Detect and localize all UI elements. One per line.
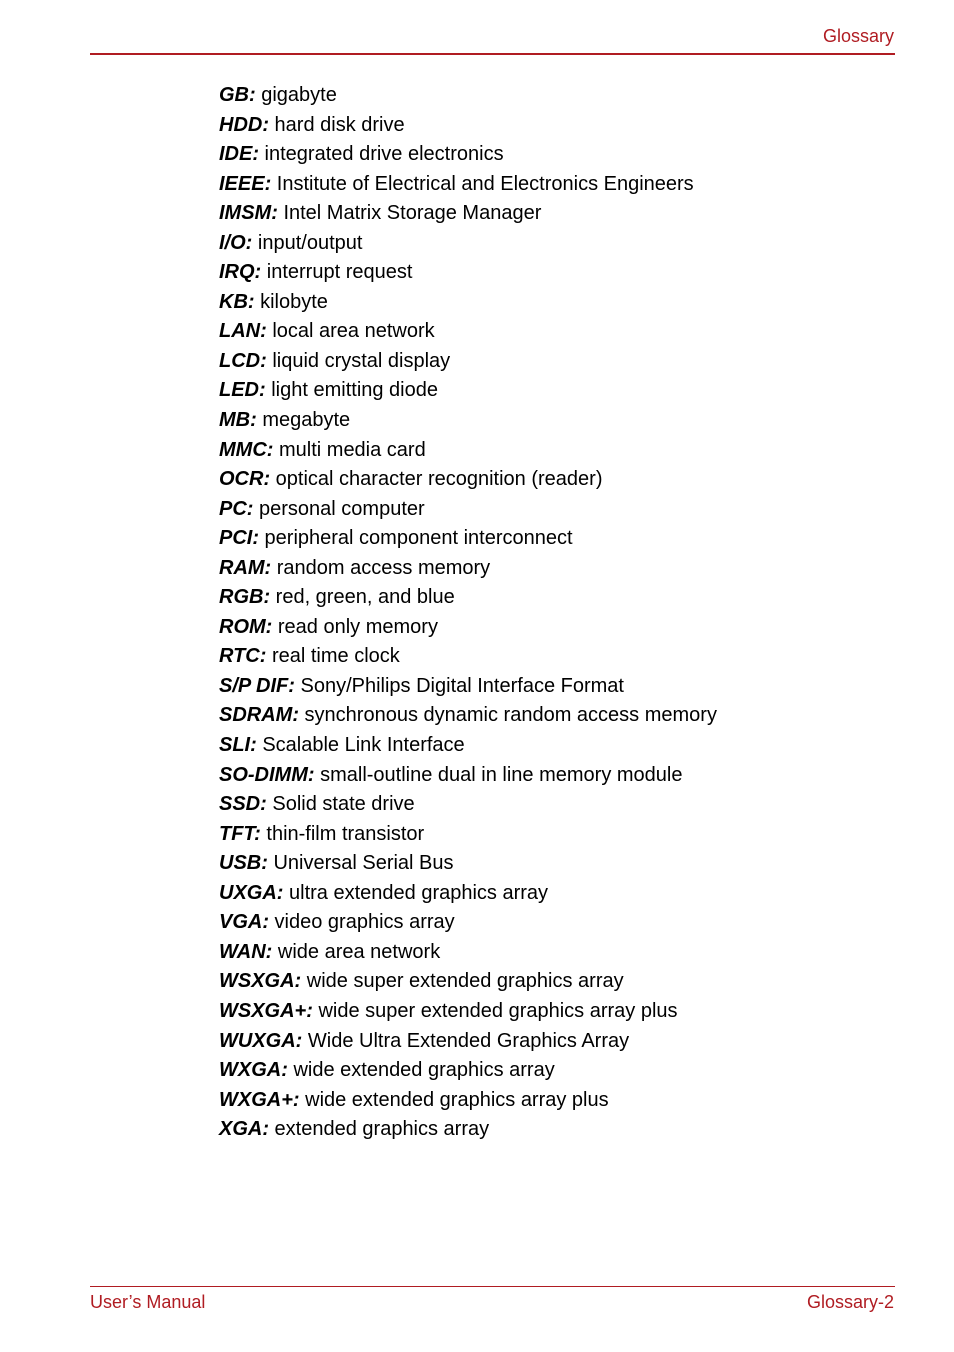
glossary-term: HDD: <box>219 113 269 136</box>
glossary-definition: video graphics array <box>269 911 455 934</box>
glossary-term: WXGA+: <box>219 1088 300 1111</box>
glossary-term: PCI: <box>219 527 259 550</box>
glossary-entry <box>219 997 717 1027</box>
glossary-entry <box>219 583 717 613</box>
glossary-definition: light emitting diode <box>265 379 438 402</box>
glossary-term: UXGA: <box>219 881 284 904</box>
glossary-term: SSD: <box>219 793 267 816</box>
glossary-term: RTC: <box>219 645 267 668</box>
glossary-entry <box>219 938 717 968</box>
glossary-term: S/P DIF: <box>219 674 295 697</box>
glossary-term: TFT: <box>219 822 261 845</box>
glossary-entry <box>219 701 717 731</box>
glossary-entry <box>219 376 717 406</box>
glossary-term: RAM: <box>219 556 272 579</box>
glossary-term: IEEE: <box>219 172 272 195</box>
glossary-definition: thin-film transistor <box>260 822 425 845</box>
glossary-definition: Institute of Electrical and Electronics Engineers <box>271 172 694 195</box>
section-title: Glossary <box>822 26 894 46</box>
glossary-definition: wide area network <box>272 940 441 963</box>
glossary-definition: read only memory <box>272 615 438 638</box>
header-divider <box>90 53 895 55</box>
glossary-definition: gigabyte <box>255 84 337 106</box>
glossary-definition: hard disk drive <box>269 113 405 136</box>
glossary-entry <box>219 731 717 761</box>
glossary-entry <box>219 140 717 170</box>
glossary-definition: wide extended graphics array plus <box>299 1088 609 1111</box>
glossary-entry <box>219 524 717 554</box>
glossary-definition: wide extended graphics array <box>287 1059 555 1082</box>
glossary-entry <box>219 613 717 643</box>
glossary-entry <box>219 908 717 938</box>
glossary-definition: wide super extended graphics array <box>301 970 624 993</box>
glossary-term: GB: <box>219 84 256 106</box>
glossary-entry <box>219 81 717 111</box>
glossary-definition: real time clock <box>266 645 400 668</box>
glossary-definition: multi media card <box>273 438 426 461</box>
glossary-entry <box>219 1056 717 1086</box>
glossary-definition: wide super extended graphics array plus <box>312 999 678 1022</box>
glossary-entry <box>219 672 717 702</box>
glossary-term: WXGA: <box>219 1059 288 1082</box>
glossary-entry <box>219 199 717 229</box>
glossary-entry <box>219 849 717 879</box>
glossary-definition: small-outline dual in line memory module <box>314 763 683 786</box>
glossary-entry <box>219 406 717 436</box>
glossary-term: WAN: <box>219 940 273 963</box>
glossary-definition: Solid state drive <box>266 793 415 816</box>
glossary-term: PC: <box>219 497 254 520</box>
glossary-term: XGA: <box>219 1118 269 1141</box>
glossary-entry <box>219 111 717 141</box>
glossary-definition: Intel Matrix Storage Manager <box>277 202 542 225</box>
glossary-term: SLI: <box>219 734 257 757</box>
glossary-entry <box>219 258 717 288</box>
glossary-definition: kilobyte <box>254 290 328 313</box>
glossary-term: MMC: <box>219 438 274 461</box>
glossary-term: SDRAM: <box>219 704 299 727</box>
glossary-term: IMSM: <box>219 202 278 225</box>
glossary-term: OCR: <box>219 468 271 491</box>
glossary-entry <box>219 879 717 909</box>
glossary-definition: Wide Ultra Extended Graphics Array <box>302 1029 630 1052</box>
glossary-list <box>219 81 717 1145</box>
glossary-term: MB: <box>219 409 257 432</box>
glossary-definition: liquid crystal display <box>266 349 451 372</box>
glossary-entry <box>219 967 717 997</box>
glossary-definition: megabyte <box>256 409 351 432</box>
glossary-term: KB: <box>219 290 255 313</box>
glossary-definition: peripheral component interconnect <box>259 527 573 550</box>
glossary-term: I/O: <box>219 231 253 254</box>
glossary-term: RGB: <box>219 586 271 609</box>
glossary-entry <box>219 790 717 820</box>
glossary-entry <box>219 347 717 377</box>
glossary-definition: extended graphics array <box>269 1118 490 1141</box>
glossary-entry <box>219 465 717 495</box>
glossary-entry <box>219 820 717 850</box>
glossary-definition: optical character recognition (reader) <box>270 468 603 491</box>
glossary-entry <box>219 1115 717 1145</box>
glossary-entry <box>219 554 717 584</box>
glossary-term: USB: <box>219 852 268 875</box>
glossary-definition: personal computer <box>253 497 425 520</box>
glossary-term: IRQ: <box>219 261 262 284</box>
glossary-entry <box>219 436 717 466</box>
footer-divider <box>90 1286 895 1287</box>
glossary-entry <box>219 642 717 672</box>
glossary-definition: synchronous dynamic random access memory <box>299 704 717 727</box>
glossary-entry <box>219 317 717 347</box>
glossary-entry <box>219 495 717 525</box>
glossary-definition: integrated drive electronics <box>259 143 504 166</box>
glossary-entry <box>219 288 717 318</box>
glossary-definition: Sony/Philips Digital Interface Format <box>294 674 624 697</box>
glossary-definition: Scalable Link Interface <box>256 734 465 757</box>
glossary-entry <box>219 229 717 259</box>
glossary-entry <box>219 761 717 791</box>
glossary-entry <box>219 1027 717 1057</box>
manual-title: User’s Manual <box>90 1292 206 1312</box>
glossary-term: IDE: <box>219 143 259 166</box>
glossary-definition: random access memory <box>271 556 491 579</box>
glossary-definition: ultra extended graphics array <box>283 881 549 904</box>
glossary-definition: Universal Serial Bus <box>267 852 454 875</box>
glossary-term: LED: <box>219 379 266 402</box>
glossary-term: LCD: <box>219 349 267 372</box>
glossary-term: SO-DIMM: <box>219 763 315 786</box>
glossary-entry <box>219 170 717 200</box>
glossary-term: VGA: <box>219 911 269 934</box>
glossary-term: LAN: <box>219 320 267 343</box>
glossary-definition: input/output <box>252 231 363 254</box>
glossary-definition: local area network <box>266 320 435 343</box>
glossary-definition: red, green, and blue <box>270 586 455 609</box>
glossary-term: WSXGA+: <box>219 999 313 1022</box>
glossary-definition: interrupt request <box>261 261 413 284</box>
glossary-term: ROM: <box>219 615 273 638</box>
glossary-term: WUXGA: <box>219 1029 303 1052</box>
page-number: Glossary-2 <box>806 1292 894 1312</box>
glossary-term: WSXGA: <box>219 970 302 993</box>
glossary-entry <box>219 1086 717 1116</box>
